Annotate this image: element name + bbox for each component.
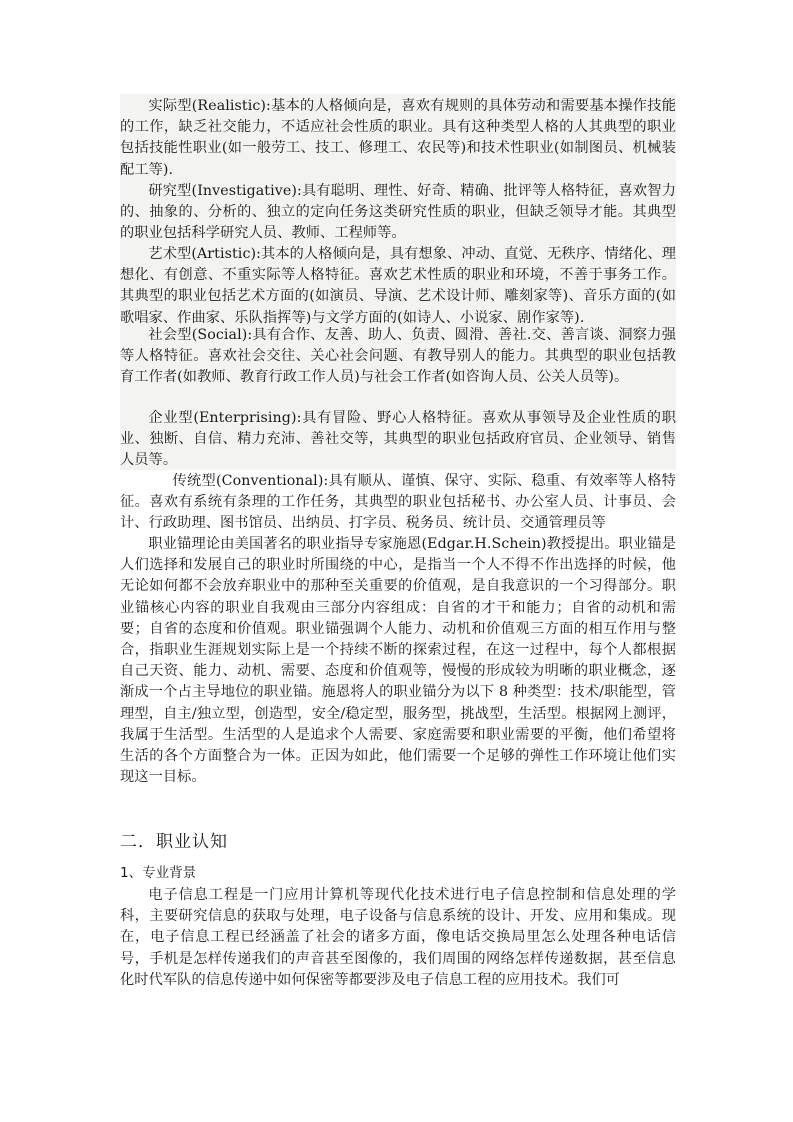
paragraph-career-anchor: 职业锚理论由美国著名的职业指导专家施恩(Edgar.H.Schein)教授提出。职业锚是人们选择和发展自己的职业时所围绕的中心，是指当一个人不得不作出选择的时候，他无论如何都不会放弃职业中的那种至关重要的价值观，是自我意识的一个习得部分。职业锚核心内容的职业自我观由三部分内容组成：自省的才干和能力；自省的动机和需要；自省的态度和价值观。职业锚强调个人能力、动机和价值观三方面的相互作用与整合，指职业生涯规划实际上是一个持续不断的探索过程，在这一过程中，每个人都根据自己天资、能力、动机、需要、态度和价值观等，慢慢的形成较为明晰的职业概念，逐渐成一个占主导地位的职业锚。施恩将人的职业锚分为以下 8 种类型：技术/职能型，管理型，自主/独立型，创造型，安全/稳定型，服务型，挑战型，生活型。根据网上测评，我属于生活型。生活型的人是追求个人需要、家庭需要和职业需要的平衡，他们希望将生活的各个方面整合为一体。正因为如此，他们需要一个足够的弹性工作环境让他们实现这一目标。 xyxy=(120,536,676,786)
section-heading: 二．职业认知 xyxy=(120,832,228,852)
paragraph-major-background: 电子信息工程是一门应用计算机等现代化技术进行电子信息控制和信息处理的学科，主要研究信息的获取与处理，电子设备与信息系统的设计、开发、应用和集成。现在，电子信息工程已经涵盖了社会的诸多方面，像电话交换局里怎么处理各种电话信号，手机是怎样传递我们的声音甚至图像的，我们周围的网络怎样传递数据，甚至信息化时代军队的信息传递中如何保密等都要涉及电子信息工程的应用技术。我们可 xyxy=(120,887,676,988)
paragraph-enterprising: 企业型(Enterprising):具有冒险、野心人格特征。喜欢从事领导及企业性质的职业、独断、自信、精力充沛、善社交等，其典型的职业包括政府官员、企业领导、销售人员等。 xyxy=(120,410,676,469)
subsection-heading: 1、专业背景 xyxy=(120,865,197,881)
paragraph-social: 社会型(Social):具有合作、友善、助人、负责、圆滑、善社.交、善言谈、洞察力强等人格特征。喜欢社会交往、关心社会问题、有教导别人的能力。其典型的职业包括教育工作者(如教师、教育行政工作人员)与社会工作者(如咨询人员、公关人员等)。 xyxy=(120,327,676,386)
paragraph-artistic: 艺术型(Artistic):其本的人格倾向是，具有想象、冲动、直觉、无秩序、情绪化、理想化、有创意、不重实际等人格特征。喜欢艺术性质的职业和环境，不善于事务工作。其典型的职业包括艺术方面的(如演员、导演、艺术设计师、雕刻家等)、音乐方面的(如歌唱家、作曲家、乐队指挥等)与文学方面的(如诗人、小说家、剧作家等). xyxy=(120,246,676,326)
paragraph-realistic: 实际型(Realistic):基本的人格倾向是，喜欢有规则的具体劳动和需要基本操作技能的工作，缺乏社交能力，不适应社会性质的职业。具有这种类型人格的人其典型的职业包括技能性职业(如一般劳工、技工、修理工、农民等)和技术性职业(如制图员、机械装配工等). xyxy=(120,98,676,178)
paragraph-investigative: 研究型(Investigative):具有聪明、理性、好奇、精确、批评等人格特征，喜欢智力的、抽象的、分析的、独立的定向任务这类研究性质的职业，但缺乏领导才能。其典型的职业包括科学研究人员、教师、工程师等。 xyxy=(120,183,676,242)
paragraph-conventional: 传统型(Conventional):具有顺从、谨慎、保守、实际、稳重、有效率等人格特征。喜欢有系统有条理的工作任务，其典型的职业包括秘书、办公室人员、计事员、会计、行政助理、图书馆员、出纳员、打字员、税务员、统计员、交通管理员等 xyxy=(120,473,676,532)
